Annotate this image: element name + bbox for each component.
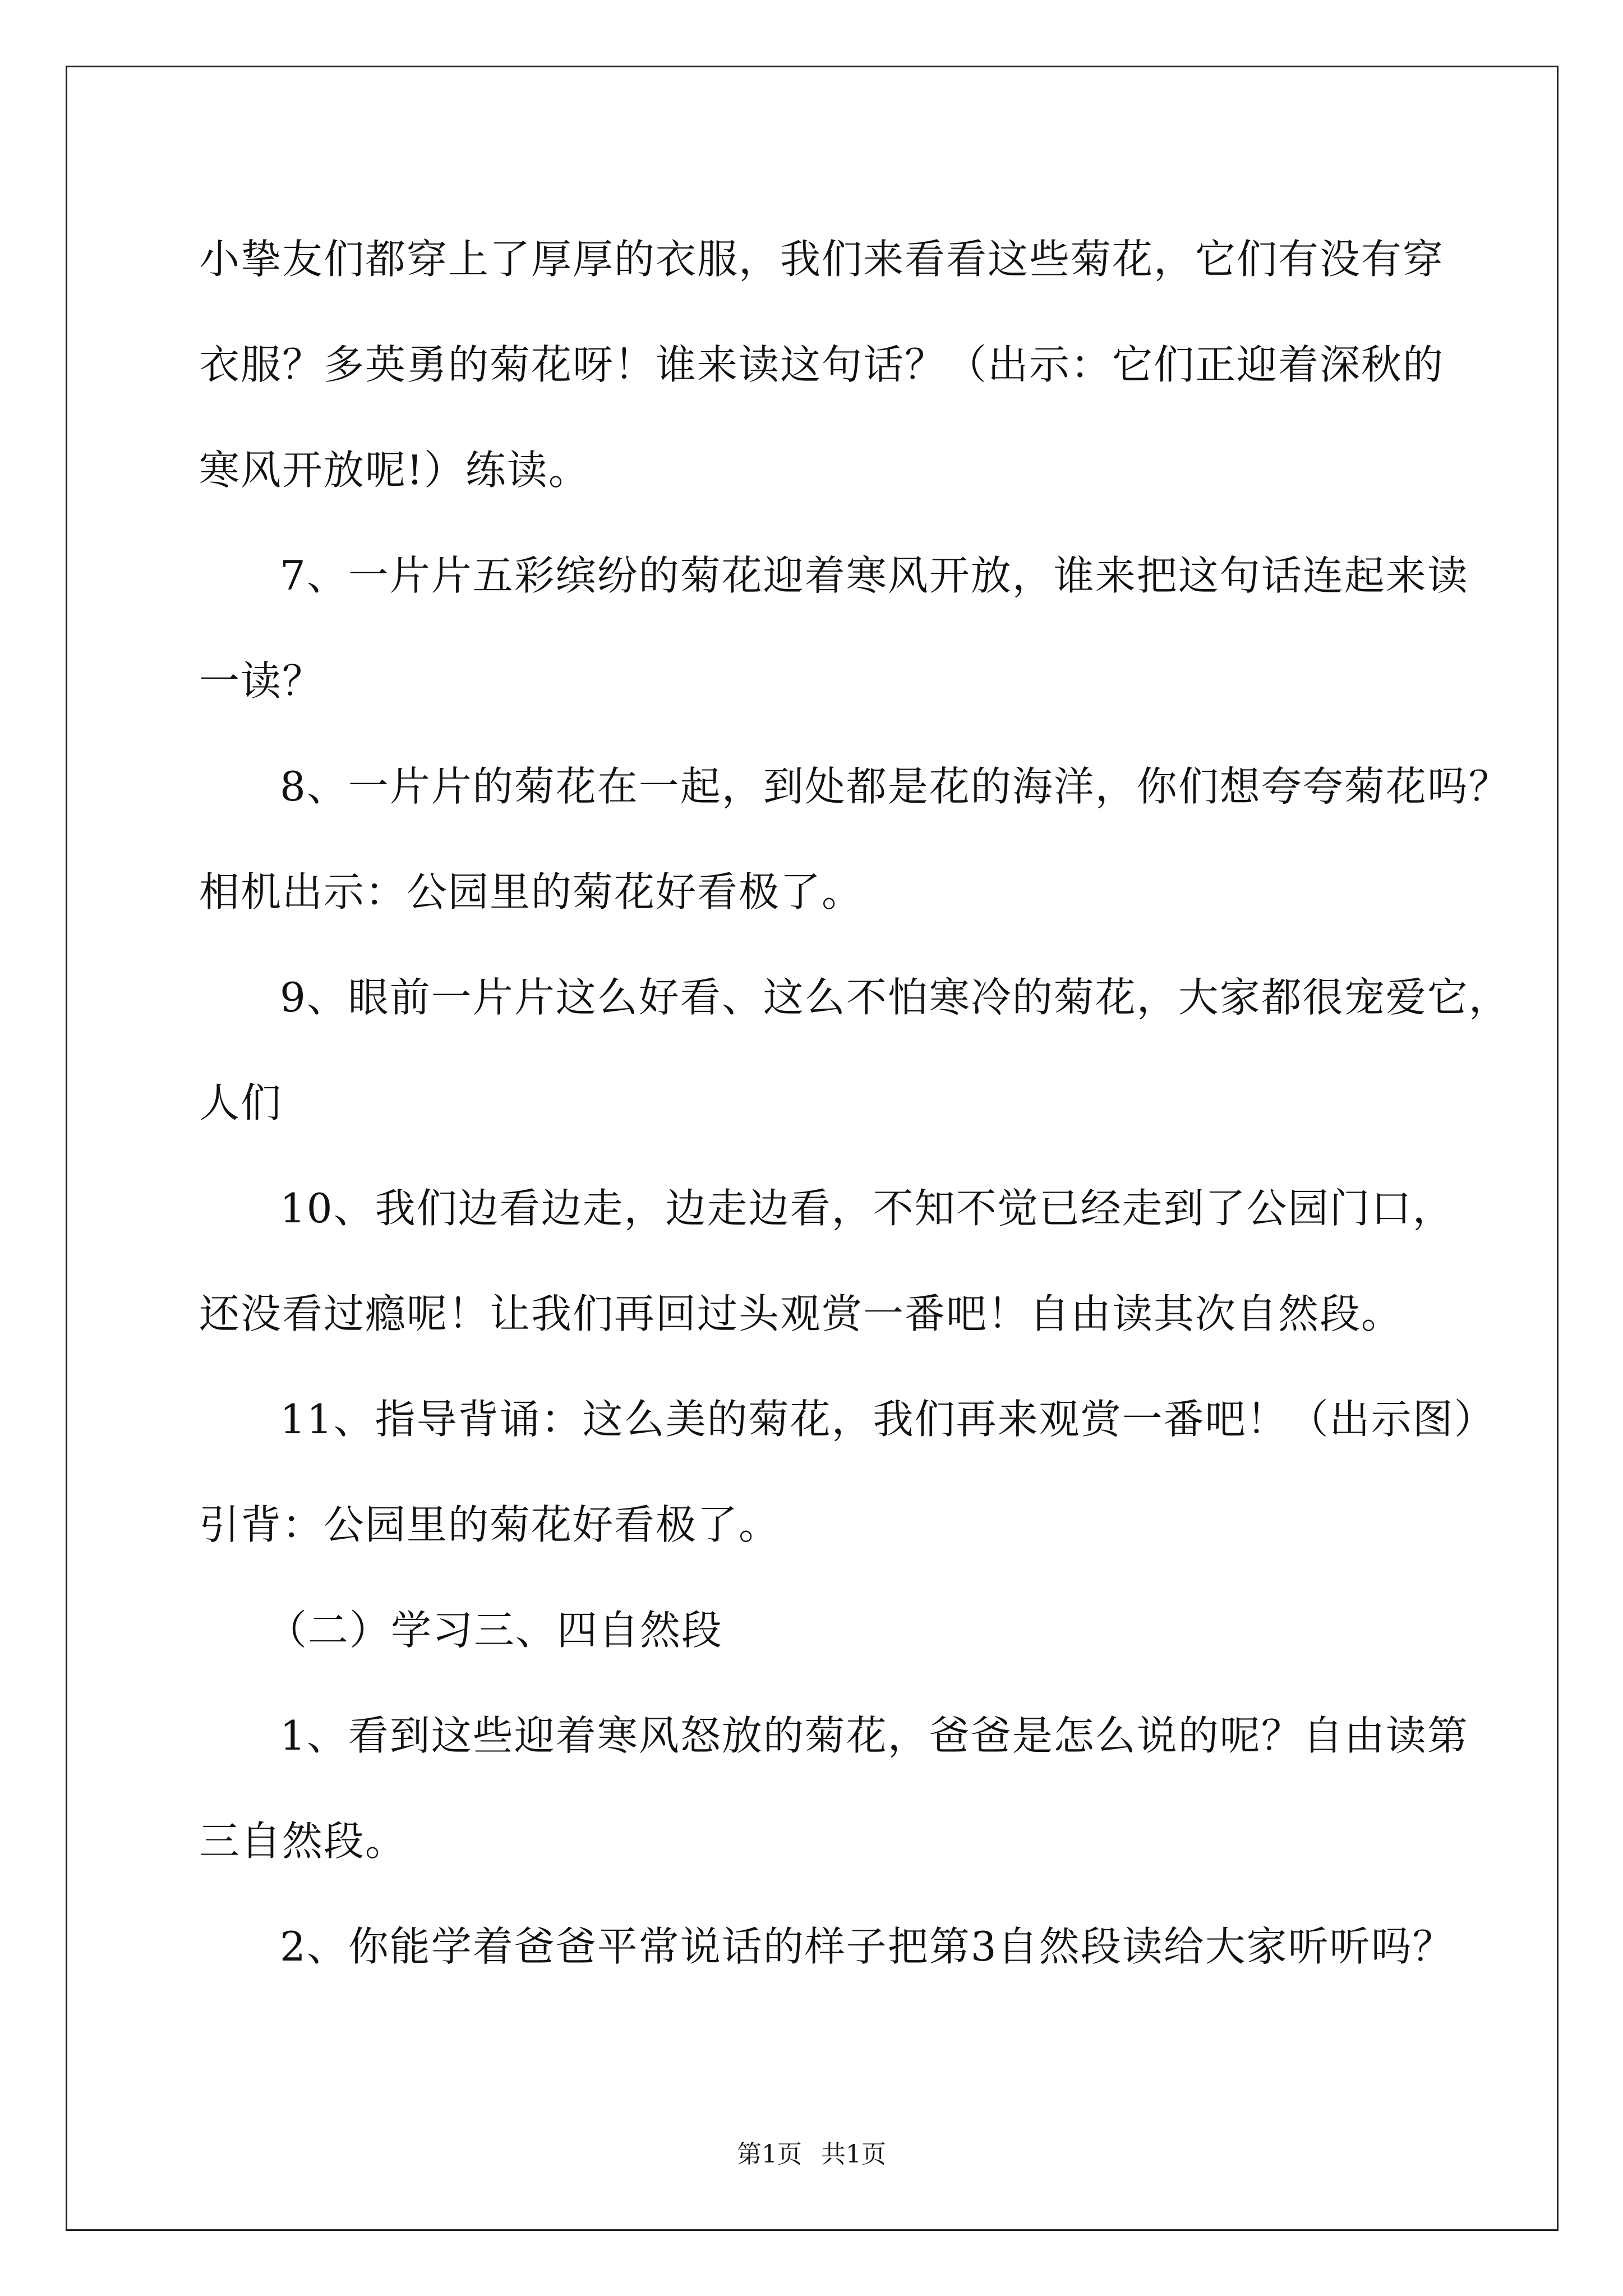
paragraph-10: 10、我们边看边走，边走边看，不知不觉已经走到了公园门口， <box>280 1185 1454 1232</box>
document-body <box>199 206 1510 1999</box>
paragraph-11: 11、指导背诵：这么美的菊花，我们再来观赏一番吧！（出示图） <box>280 1396 1496 1443</box>
paragraph-8: 8、一片片的菊花在一起，到处都是花的海洋，你们想夸夸菊花吗？ <box>280 763 1510 810</box>
text-line: 一读？ <box>199 657 324 705</box>
paragraph-7: 7、一片片五彩缤纷的菊花迎着寒风开放，谁来把这句话连起来读 <box>280 552 1469 599</box>
text-line: 还没看过瘾呢！让我们再回过头观赏一番吧！自由读其次自然段。 <box>199 1290 1403 1337</box>
paragraph-1: 1、看到这些迎着寒风怒放的菊花，爸爸是怎么说的呢？自由读第 <box>280 1712 1469 1759</box>
text-line: 相机出示：公园里的菊花好看极了。 <box>199 868 864 915</box>
text-line: 寒风开放呢!）练读。 <box>199 447 590 494</box>
paragraph-2: 2、你能学着爸爸平常说话的样子把第3自然段读给大家听听吗？ <box>280 1923 1454 1970</box>
text-line: 小挚友们都穿上了厚厚的衣服，我们来看看这些菊花，它们有没有穿 <box>199 236 1445 283</box>
text-line: 引背：公园里的菊花好看极了。 <box>199 1501 781 1548</box>
page-footer <box>0 2141 1623 2169</box>
text-line: 人们 <box>199 1079 283 1126</box>
section-heading: （二）学习三、四自然段 <box>266 1607 723 1654</box>
paragraph-9: 9、眼前一片片这么好看、这么不怕寒冷的菊花，大家都很宠爱它， <box>280 974 1510 1021</box>
text-line: 三自然段。 <box>199 1818 407 1865</box>
text-line: 衣服？多英勇的菊花呀！谁来读这句话？（出示：它们正迎着深秋的 <box>199 341 1445 388</box>
page-total: 共1页 <box>821 2140 886 2169</box>
page-number: 第1页 <box>737 2140 802 2169</box>
